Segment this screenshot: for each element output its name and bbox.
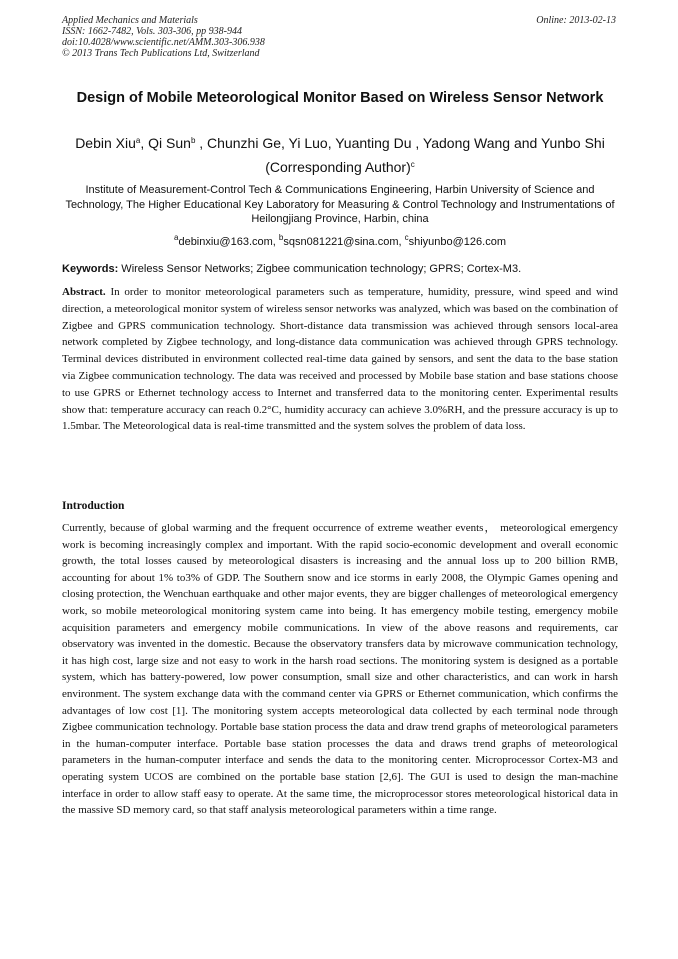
author-mark: b <box>190 136 196 145</box>
author-name: Debin Xiu <box>75 135 136 151</box>
keywords-label: Keywords: <box>62 263 119 275</box>
abstract <box>62 284 618 435</box>
email-address: shiyunbo@126.com <box>408 236 506 248</box>
abstract-text: In order to monitor meteorological parameters such as temperature, humidity, pressure, wind speed and wind direction, a meteorological monitor system of wireless sensor networks was analyzed, which was based on the combination of Zigbee and GPRS communication technology. Short-distance data transmission was achieved through sensors local-area network completed by Zigbee technology, and long-distance data communication was achieved through GPRS technology. Terminal devices distributed in environment collected real-time data gained by sensors, and sent the data to the base station via Zigbee communication technology. The data was received and processed by Mobile base station and base stations choose to use GPRS or Ethernet technology access to Internet and transferred data to the monitoring center. Experimental results show that: temperature accuracy can reach 0.2°C, humidity accuracy can achieve 3.0%RH, and the pressure accuracy is up to 1.5mbar. The Meteorological data is real-time transmitted and the system solves the problem of data loss. <box>62 286 618 433</box>
paper-title: Design of Mobile Meteorological Monitor Based on Wireless Sensor Network <box>76 90 604 106</box>
keywords <box>62 262 618 276</box>
online-date: Online: 2013-02-13 <box>536 15 616 26</box>
email-mark: b <box>278 233 284 242</box>
introduction-body: Currently, because of global warming and the frequent occurrence of extreme weather events， meteorological emergency work is becoming increasingly complex and important. With the rapid socio-economic development and overall economic growth, the total losses caused by meteorological disasters is increasing and the annual loss up to 200 billion RMB, accounting for about 1% to3% of GDP. The Southern snow and ice storms in early 2008, the Olympic Games opening and closing protection, the Wenchuan earthquake and other major events, they are bigger challenges of meteorological emergency work, so mobile meteorological monitoring system came into being. It has emergency mobile testing, emergency mobile acquisition parameters and emergency mobile communications. In view of the above reasons and requirements, car observatory was invented in the domestic. Because the observatory transfers data by microwave communication technology, it has high cost, large size and not easy to work in the harsh road sections. The monitoring system is designed as a portable system, which has battery-powered, low power consumption, small size and other characteristics, and can work in harsh environment. The system exchange data with the command center via GPRS or Ethernet communication, which confirms the advantages of low cost [1]. The monitoring system accepts meteorological data collected by each terminal node through Zigbee communication technology. Portable base station process the data and draw trend graphs of meteorological parameters in the human-computer interface. Portable base station processes the data and draws trend graphs of meteorological parameters in the human-computer interface and sends the data to the monitoring center. Microprocessor Cortex-M3 and operating system UCOS are combined on the portable base station [2,6]. The GUI is used to design the man-machine interface in order to allow staff easy to operate. At the same time, the microprocessor stores meteorological historical data in the massive SD memory card, so that staff analysis meteorological parameters within a time range. <box>62 522 618 817</box>
journal-header <box>62 15 618 59</box>
journal-name: Applied Mechanics and Materials <box>62 15 198 26</box>
copyright-line: © 2013 Trans Tech Publications Ltd, Switzerland <box>62 48 260 59</box>
author-list <box>62 131 618 179</box>
email-list <box>62 235 618 249</box>
affiliation: Institute of Measurement-Control Tech & Communications Engineering, Harbin University of Science and Technology, The Higher Educational Key Laboratory for Measuring & Control Technology and Instrumentations of Heilongjiang Province, Harbin, china <box>65 184 615 225</box>
doi-line: doi:10.4028/www.scientific.net/AMM.303-306.938 <box>62 37 265 48</box>
author-name: , Chunzhi Ge, Yi Luo, Yuanting Du , Yadong Wang and Yunbo Shi (Corresponding Author) <box>195 135 605 175</box>
email-address: debinxiu@163.com, <box>178 236 279 248</box>
abstract-label: Abstract. <box>62 286 106 298</box>
issn-line: ISSN: 1662-7482, Vols. 303-306, pp 938-944 <box>62 26 242 37</box>
author-mark: a <box>135 136 141 145</box>
email-mark: a <box>174 233 179 242</box>
author-name: , Qi Sun <box>140 135 191 151</box>
section-heading-introduction: Introduction <box>62 500 125 512</box>
email-address: sqsn081221@sina.com, <box>283 236 405 248</box>
keywords-text: Wireless Sensor Networks; Zigbee communication technology; GPRS; Cortex-M3. <box>118 263 522 275</box>
author-mark: c <box>410 160 415 169</box>
email-mark: c <box>404 233 409 242</box>
